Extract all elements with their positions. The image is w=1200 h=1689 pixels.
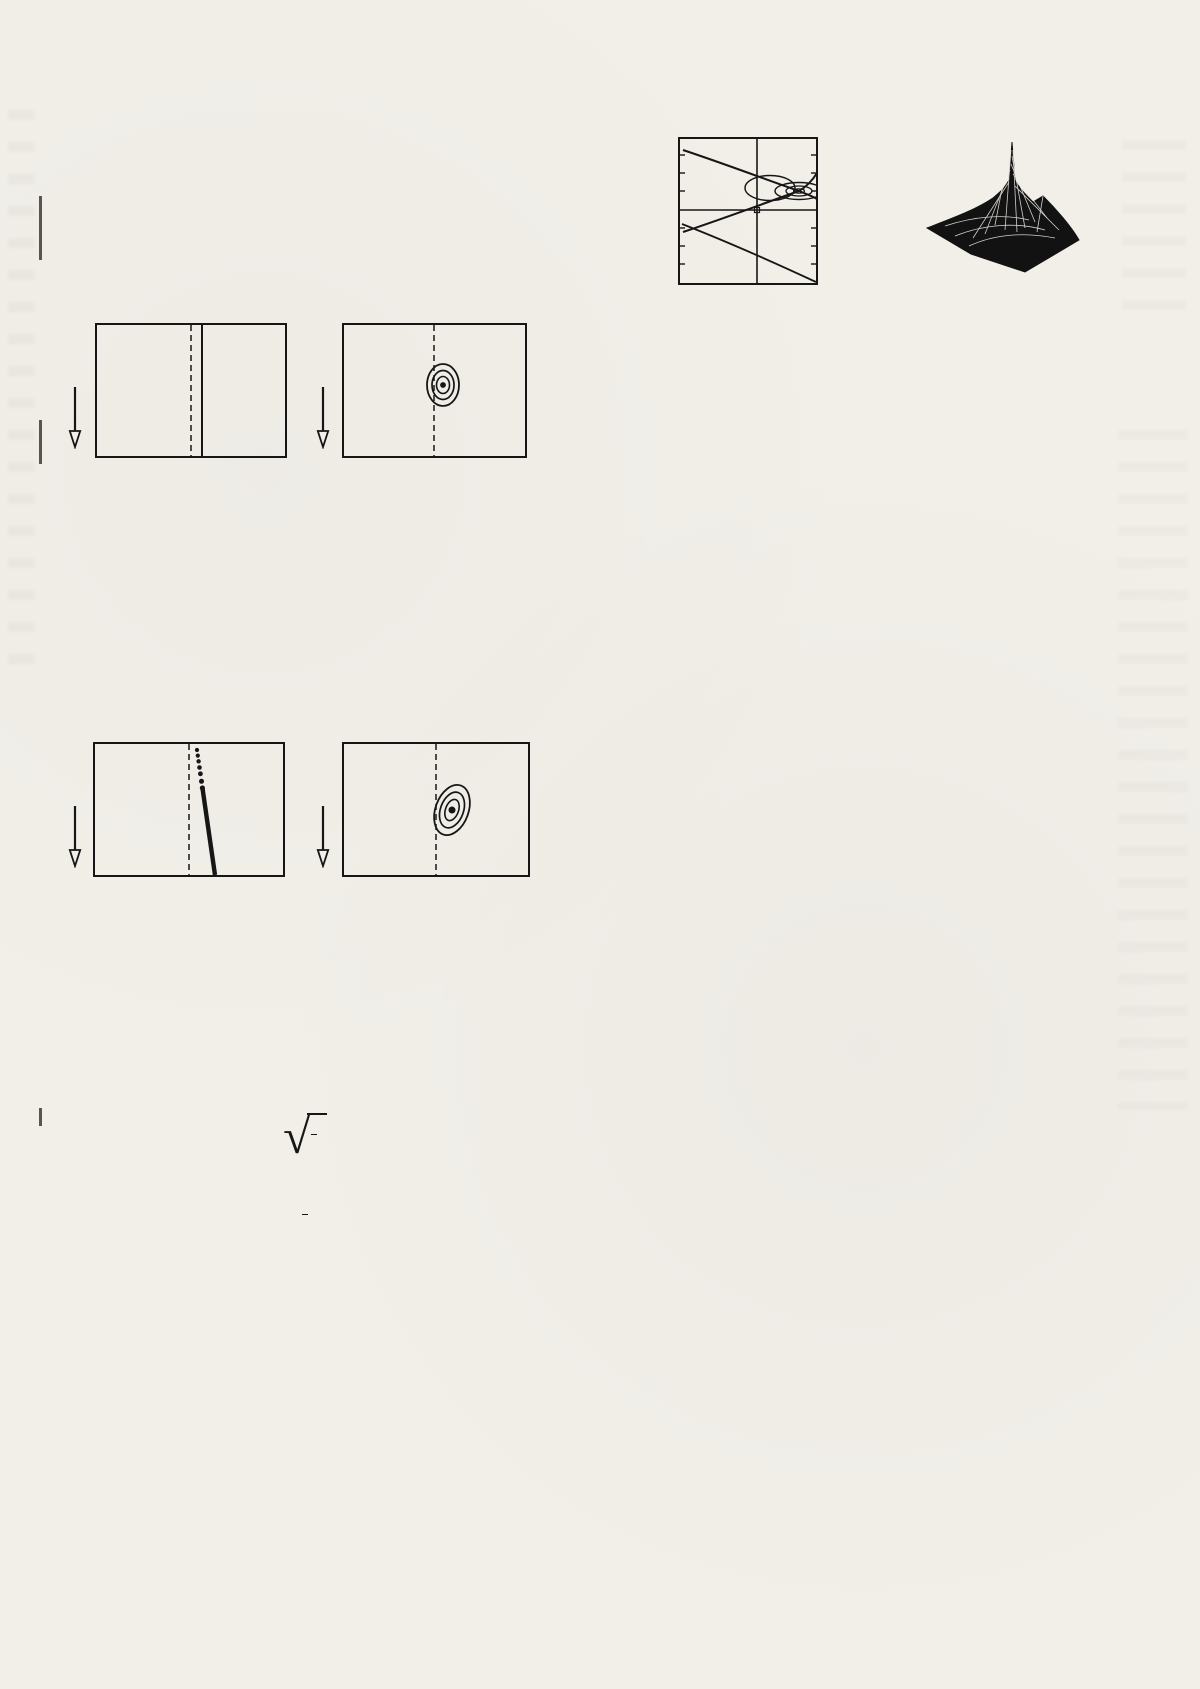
bowtie-curves <box>682 150 818 282</box>
eq4-radical: √ <box>283 1113 326 1158</box>
bowtie-contour-plot <box>678 137 818 285</box>
equation-8 <box>585 588 1108 632</box>
margin-bleed-right-top <box>1122 140 1186 330</box>
chirp-imag-waveform <box>93 615 283 681</box>
time-arrow-icon <box>68 806 82 868</box>
figure5-graphic <box>585 100 1108 335</box>
chirplet-imag-waveform <box>360 620 547 688</box>
chirplet-tf-plot <box>342 742 530 877</box>
time-arrow-icon <box>316 806 330 868</box>
wavelet-imag-waveform <box>357 195 547 269</box>
chirp-tf-plot <box>93 742 285 877</box>
wavelet-tf-plot <box>342 323 527 458</box>
chirp-real-waveform <box>93 545 283 611</box>
time-arrow-icon <box>68 387 82 449</box>
mesh-plot <box>925 130 1085 282</box>
equation-5 <box>42 1182 562 1248</box>
chirplet-contours <box>428 780 477 840</box>
wave-imag-waveform <box>95 200 285 278</box>
wave-real-waveform <box>95 118 285 196</box>
margin-bleed-right <box>1118 430 1188 1110</box>
section-heading <box>585 1360 617 1392</box>
chirplet-real-waveform <box>360 547 547 615</box>
equation-4 <box>42 1102 562 1168</box>
equation-6 <box>42 1315 562 1359</box>
equation-7 <box>42 1386 562 1430</box>
chirp-tf-line <box>203 789 215 875</box>
time-arrow-icon <box>316 387 330 449</box>
wavelet-real-waveform <box>357 123 547 197</box>
wave-tf-plot <box>95 323 287 458</box>
chirp-tf-dots <box>195 748 205 791</box>
wavelet-contours <box>427 364 459 406</box>
figure4-graphic <box>42 95 562 895</box>
margin-bleed-left <box>8 110 34 670</box>
